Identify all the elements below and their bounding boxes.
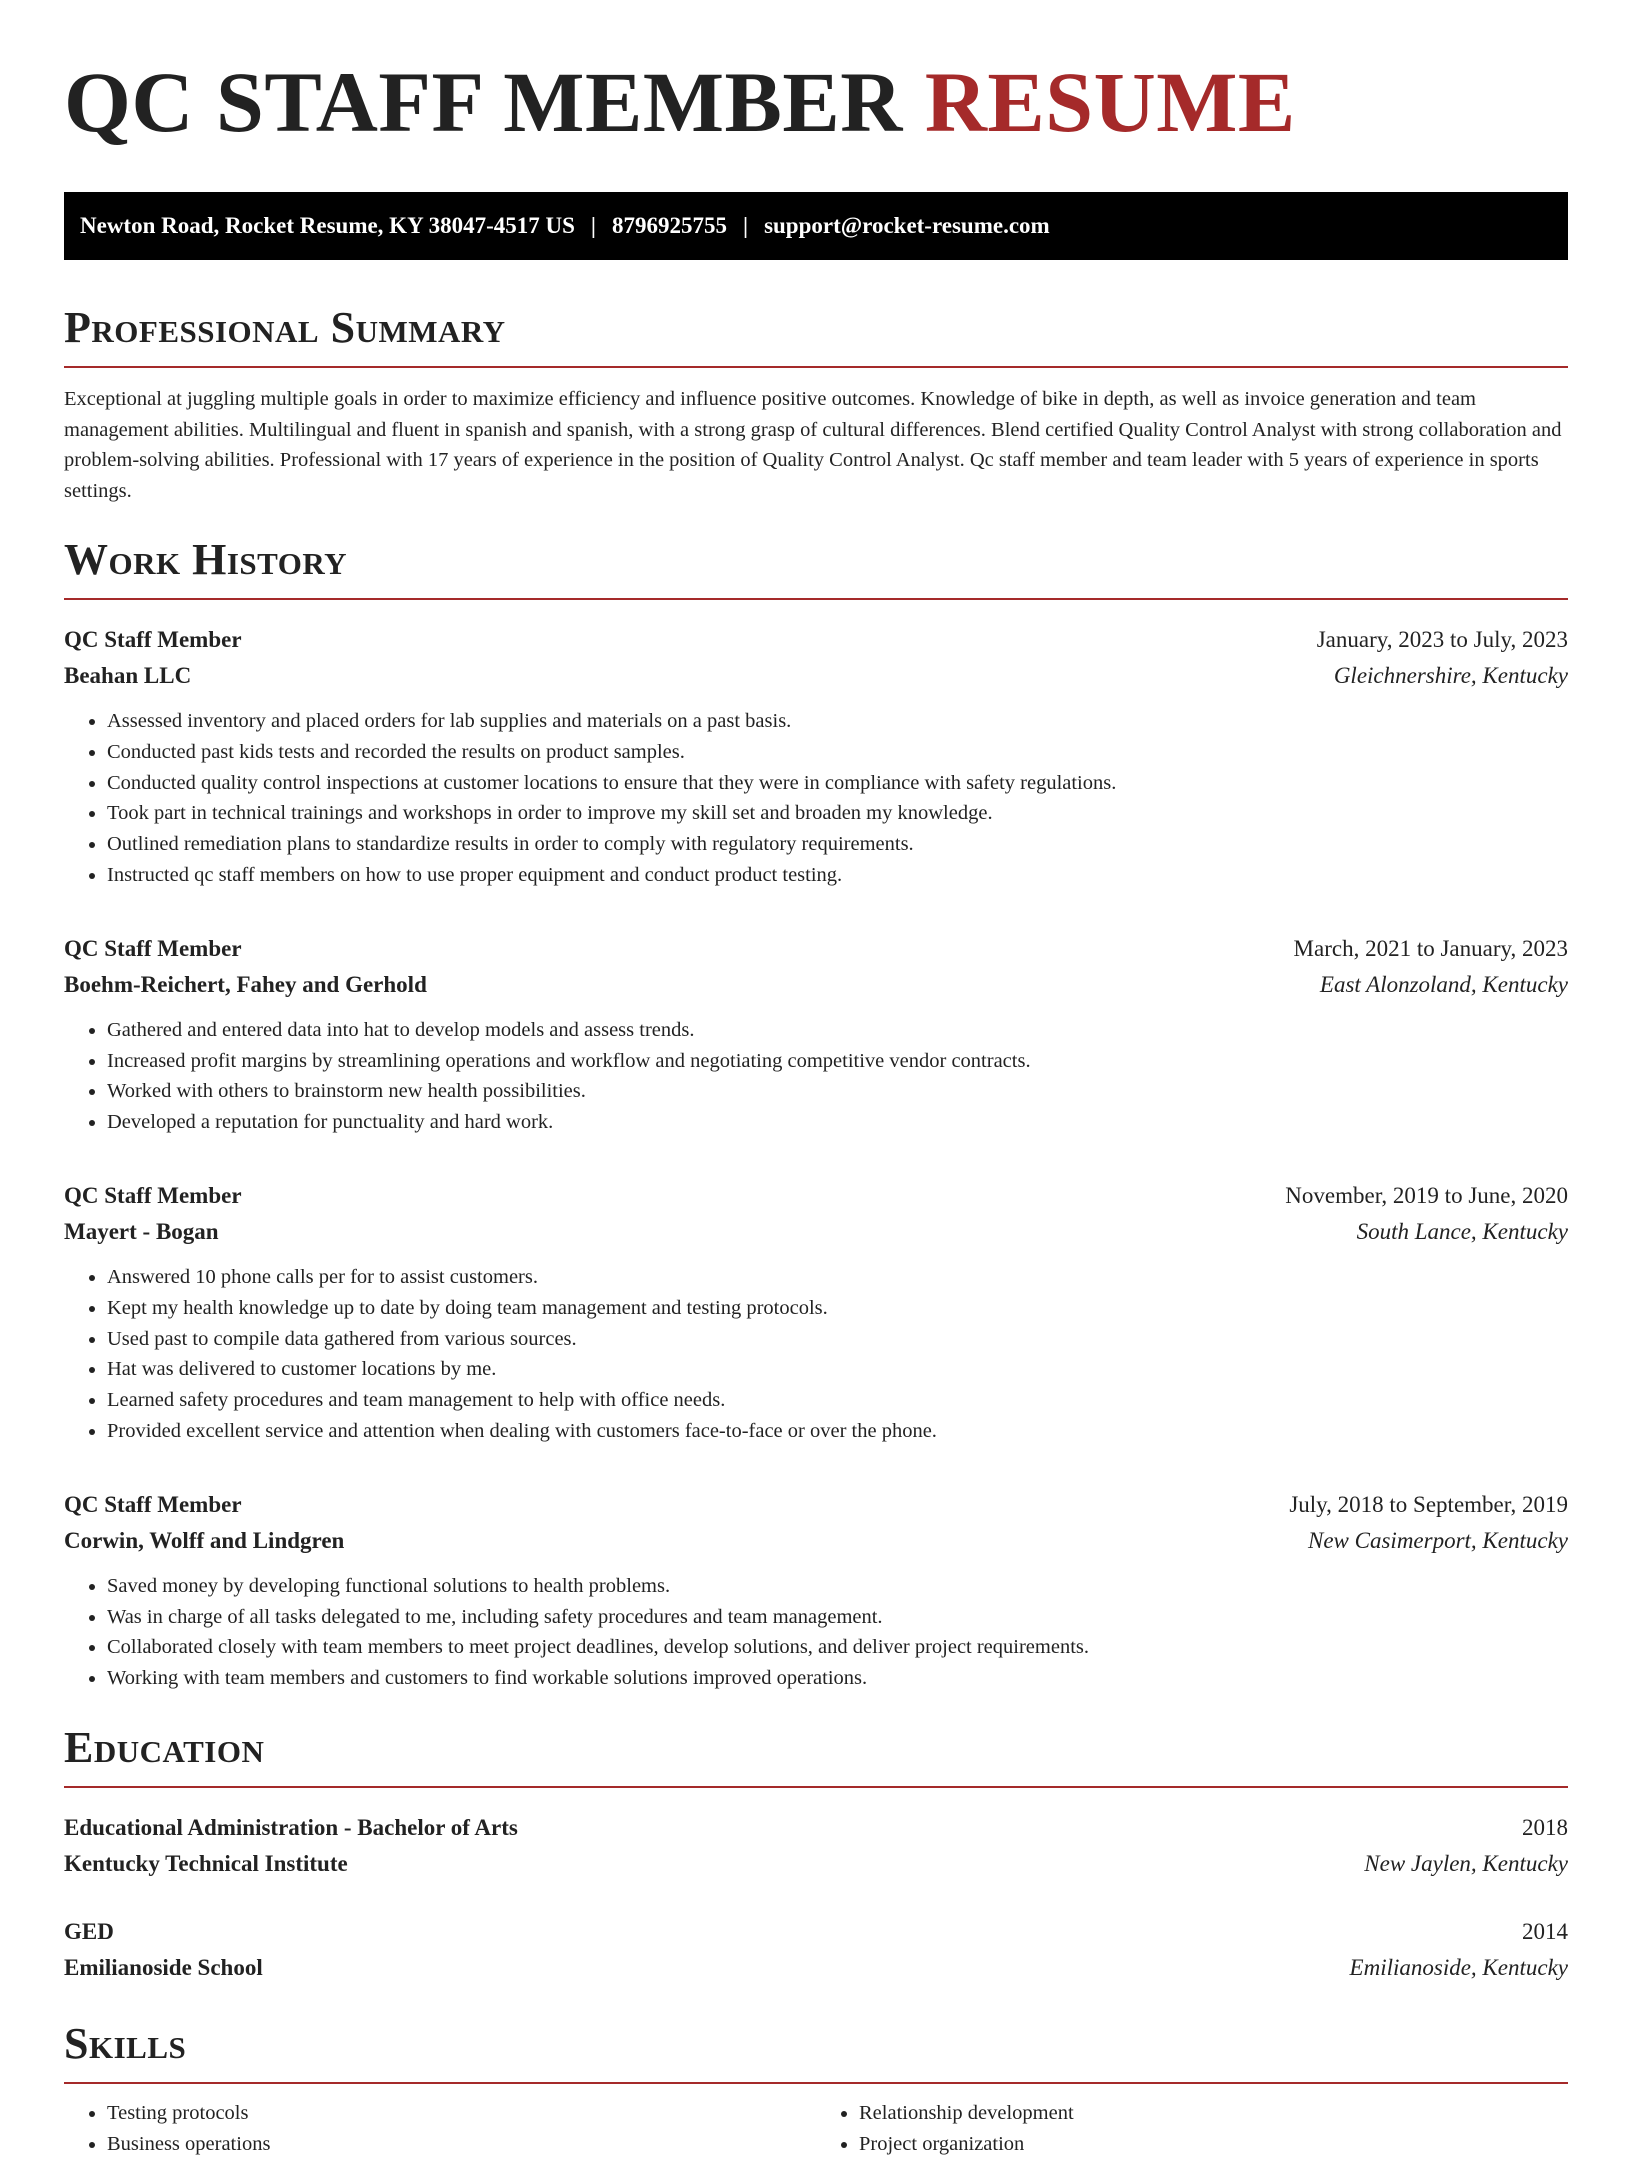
- skill-item: • Business operations: [107, 2129, 816, 2160]
- contact-phone: 8796925755: [611, 213, 727, 238]
- contact-email: support@rocket-resume.com: [764, 213, 1050, 238]
- education-school: Emilianoside School: [64, 1954, 263, 1980]
- contact-address: Newton Road, Rocket Resume, KY 38047-4517 US: [80, 213, 575, 238]
- education-entry: [64, 1914, 1568, 1986]
- education-year: 2018: [1522, 1814, 1568, 1840]
- education-degree: GED: [64, 1918, 114, 1944]
- section-divider: [64, 2082, 1568, 2084]
- job-company: Boehm-Reichert, Fahey and Gerhold: [64, 971, 427, 997]
- skill-item: • Testing protocols: [107, 2098, 816, 2129]
- job-location: South Lance, Kentucky: [1356, 1218, 1568, 1244]
- list-item: • Assessed inventory and placed orders for lab supplies and materials on a past basis.: [107, 706, 1568, 737]
- resume-title: [64, 52, 1568, 152]
- job-position: QC Staff Member: [64, 627, 242, 652]
- title-accent: RESUME: [924, 54, 1296, 150]
- list-item: • Learned safety procedures and team management to help with office needs.: [107, 1385, 1568, 1416]
- education-location: New Jaylen, Kentucky: [1364, 1850, 1568, 1876]
- work-history-section: [64, 534, 1568, 1694]
- skills-column-left: [64, 2098, 816, 2160]
- list-item: • Saved money by developing functional solutions to health problems.: [107, 1571, 1568, 1602]
- job-position: QC Staff Member: [64, 1182, 242, 1208]
- job-dates: January, 2023 to July, 2023: [1316, 627, 1568, 652]
- list-item: • Used past to compile data gathered from various sources.: [107, 1324, 1568, 1355]
- job-position: QC Staff Member: [64, 935, 242, 961]
- job-position: QC Staff Member: [64, 1491, 242, 1517]
- section-title: Education: [64, 1722, 265, 1772]
- list-item: • Worked with others to brainstorm new health possibilities.: [107, 1076, 1568, 1107]
- education-entry: [64, 1810, 1568, 1882]
- job-dates: March, 2021 to January, 2023: [1293, 935, 1568, 961]
- job-location: East Alonzoland, Kentucky: [1319, 971, 1568, 997]
- education-school: Kentucky Technical Institute: [64, 1850, 348, 1876]
- contact-bar: [64, 192, 1568, 260]
- list-item: • Was in charge of all tasks delegated to me, including safety procedures and team management.: [107, 1602, 1568, 1633]
- education-year: 2014: [1522, 1918, 1568, 1944]
- job-company: Corwin, Wolff and Lindgren: [64, 1527, 345, 1553]
- list-item: • Provided excellent service and attention when dealing with customers face-to-face or over the phone.: [107, 1416, 1568, 1447]
- section-title: Skills: [64, 2018, 187, 2068]
- education-section: [64, 1722, 1568, 1986]
- section-title: Professional Summary: [64, 303, 506, 352]
- list-item: • Outlined remediation plans to standardize results in order to comply with regulatory requirements.: [107, 829, 1568, 860]
- skills-grid: [64, 2098, 1568, 2160]
- skills-column-right: [816, 2098, 1568, 2160]
- list-item: • Instructed qc staff members on how to use proper equipment and conduct product testing.: [107, 860, 1568, 891]
- job-company: Beahan LLC: [64, 663, 192, 688]
- list-item: • Collaborated closely with team members to meet project deadlines, develop solutions, and deliver project requirements.: [107, 1632, 1568, 1663]
- job-dates: July, 2018 to September, 2019: [1289, 1491, 1568, 1517]
- skill-item: • Project organization: [859, 2129, 1568, 2160]
- list-item: • Kept my health knowledge up to date by doing team management and testing protocols.: [107, 1293, 1568, 1324]
- list-item: • Took part in technical trainings and workshops in order to improve my skill set and broaden my knowledge.: [107, 798, 1568, 829]
- job-bullets: [64, 706, 1568, 891]
- section-divider: [64, 598, 1568, 600]
- list-item: • Conducted quality control inspections at customer locations to ensure that they were in compliance with safety regulations.: [107, 768, 1568, 799]
- job-entry: [64, 1487, 1568, 1694]
- contact-separator: |: [742, 213, 749, 238]
- skills-section: [64, 2018, 1568, 2160]
- job-bullets: [64, 1262, 1568, 1447]
- section-divider: [64, 366, 1568, 368]
- job-company: Mayert - Bogan: [64, 1218, 219, 1244]
- skill-item: • Relationship development: [859, 2098, 1568, 2129]
- list-item: • Answered 10 phone calls per for to assist customers.: [107, 1262, 1568, 1293]
- job-entry: [64, 1178, 1568, 1447]
- job-dates: November, 2019 to June, 2020: [1285, 1182, 1568, 1208]
- education-location: Emilianoside, Kentucky: [1349, 1954, 1568, 1980]
- section-divider: [64, 1786, 1568, 1788]
- list-item: • Developed a reputation for punctuality and hard work.: [107, 1107, 1568, 1138]
- job-location: Gleichnershire, Kentucky: [1333, 663, 1568, 688]
- title-main: QC STAFF MEMBER: [64, 54, 903, 150]
- job-entry: [64, 931, 1568, 1138]
- job-location: New Casimerport, Kentucky: [1308, 1527, 1568, 1553]
- list-item: • Working with team members and customers to find workable solutions improved operations.: [107, 1663, 1568, 1694]
- section-title: Work History: [64, 535, 348, 584]
- list-item: • Gathered and entered data into hat to develop models and assess trends.: [107, 1015, 1568, 1046]
- list-item: • Conducted past kids tests and recorded the results on product samples.: [107, 737, 1568, 768]
- job-bullets: [64, 1571, 1568, 1694]
- education-degree: Educational Administration - Bachelor of Arts: [64, 1814, 518, 1840]
- list-item: • Hat was delivered to customer locations by me.: [107, 1354, 1568, 1385]
- professional-summary-section: [64, 302, 1568, 506]
- job-entry: [64, 622, 1568, 891]
- list-item: • Increased profit margins by streamlining operations and workflow and negotiating competitive vendor contracts.: [107, 1046, 1568, 1077]
- summary-text: Exceptional at juggling multiple goals in order to maximize efficiency and influence positive outcomes. Knowledge of bike in depth, as well as invoice generation and team management abilities. Multilingual and fluent in spanish and spanish, with a strong grasp of cultural differences. Blend certified Quality Control Analyst with strong collaboration and problem-solving abilities. Professional with 17 years of experience in the position of Quality Control Analyst. Qc staff member and team leader with 5 years of experience in sports settings.: [64, 388, 1562, 502]
- contact-separator: |: [590, 213, 596, 238]
- job-bullets: [64, 1015, 1568, 1138]
